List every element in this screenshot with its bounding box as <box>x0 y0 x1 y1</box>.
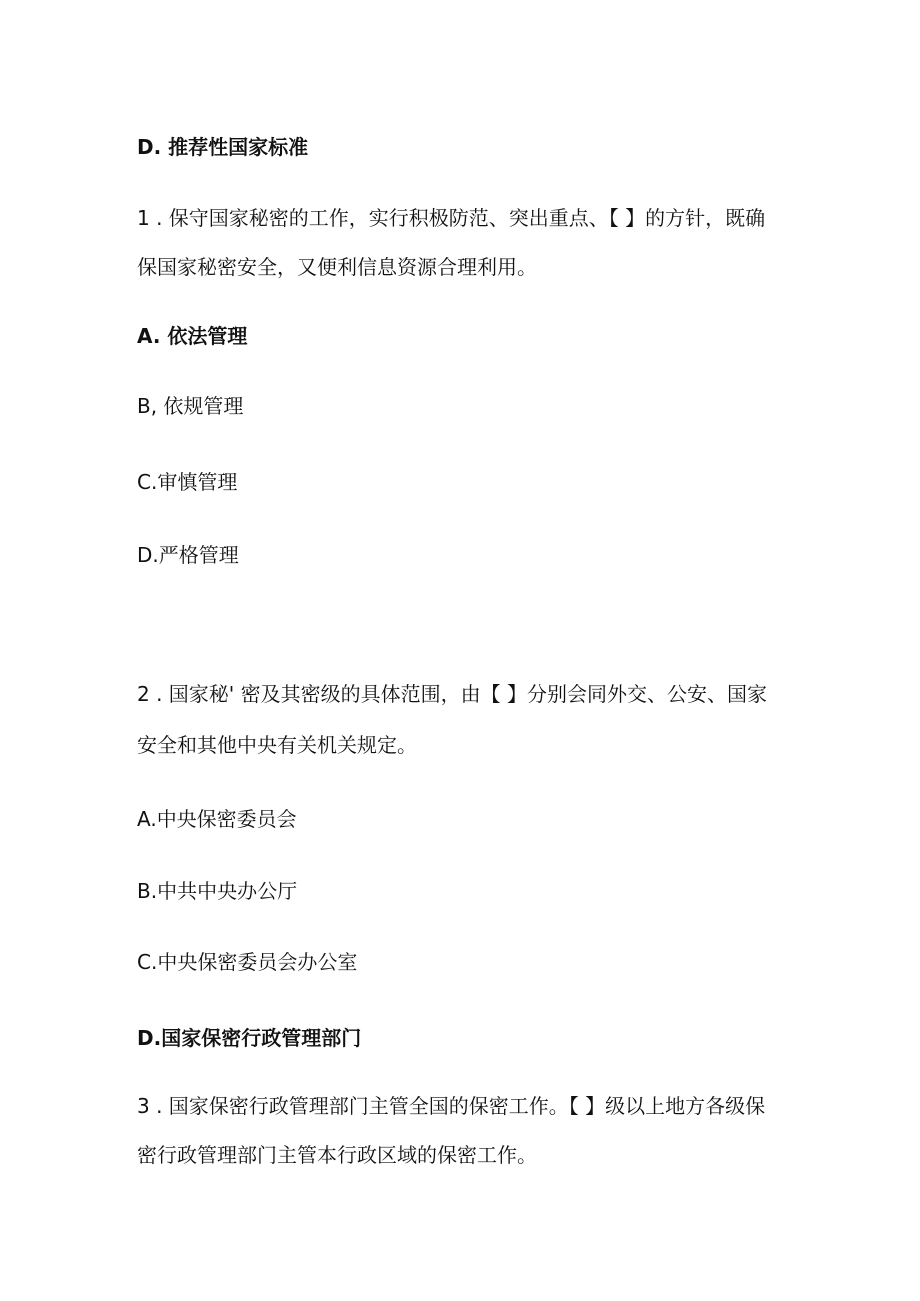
question-2-option-a: A.中央保密委员会 <box>137 807 297 831</box>
question-1-text-line-2: 保国家秘密安全，又便利信息资源合理利用。 <box>137 255 537 279</box>
question-3-text-line-2: 密行政管理部门主管本行政区域的保密工作。 <box>137 1143 537 1167</box>
question-2-text-line-2: 安全和其他中央有关机关规定。 <box>137 733 417 757</box>
question-1-text-line-1: 1 . 保守国家秘密的工作，实行积极防范、突出重点、【 】的方针，既确 <box>137 206 766 230</box>
question-1-option-b: B, 依规管理 <box>137 394 244 418</box>
option-d-previous: D. 推荐性国家标准 <box>137 135 309 159</box>
question-1-option-c: C.审慎管理 <box>137 470 238 494</box>
question-3-text-line-1: 3 . 国家保密行政管理部门主管全国的保密工作。【 】级以上地方各级保 <box>137 1094 766 1118</box>
question-1-option-d: D.严格管理 <box>137 543 239 567</box>
question-1-option-a: A. 依法管理 <box>137 324 248 348</box>
question-2-text-line-1: 2 . 国家秘' 密及其密级的具体范围，由【 】分别会同外交、公安、国家 <box>137 682 768 706</box>
question-2-option-d: D.国家保密行政管理部门 <box>137 1026 362 1050</box>
question-2-option-c: C.中央保密委员会办公室 <box>137 950 358 974</box>
question-2-option-b: B.中共中央办公厅 <box>137 879 298 903</box>
